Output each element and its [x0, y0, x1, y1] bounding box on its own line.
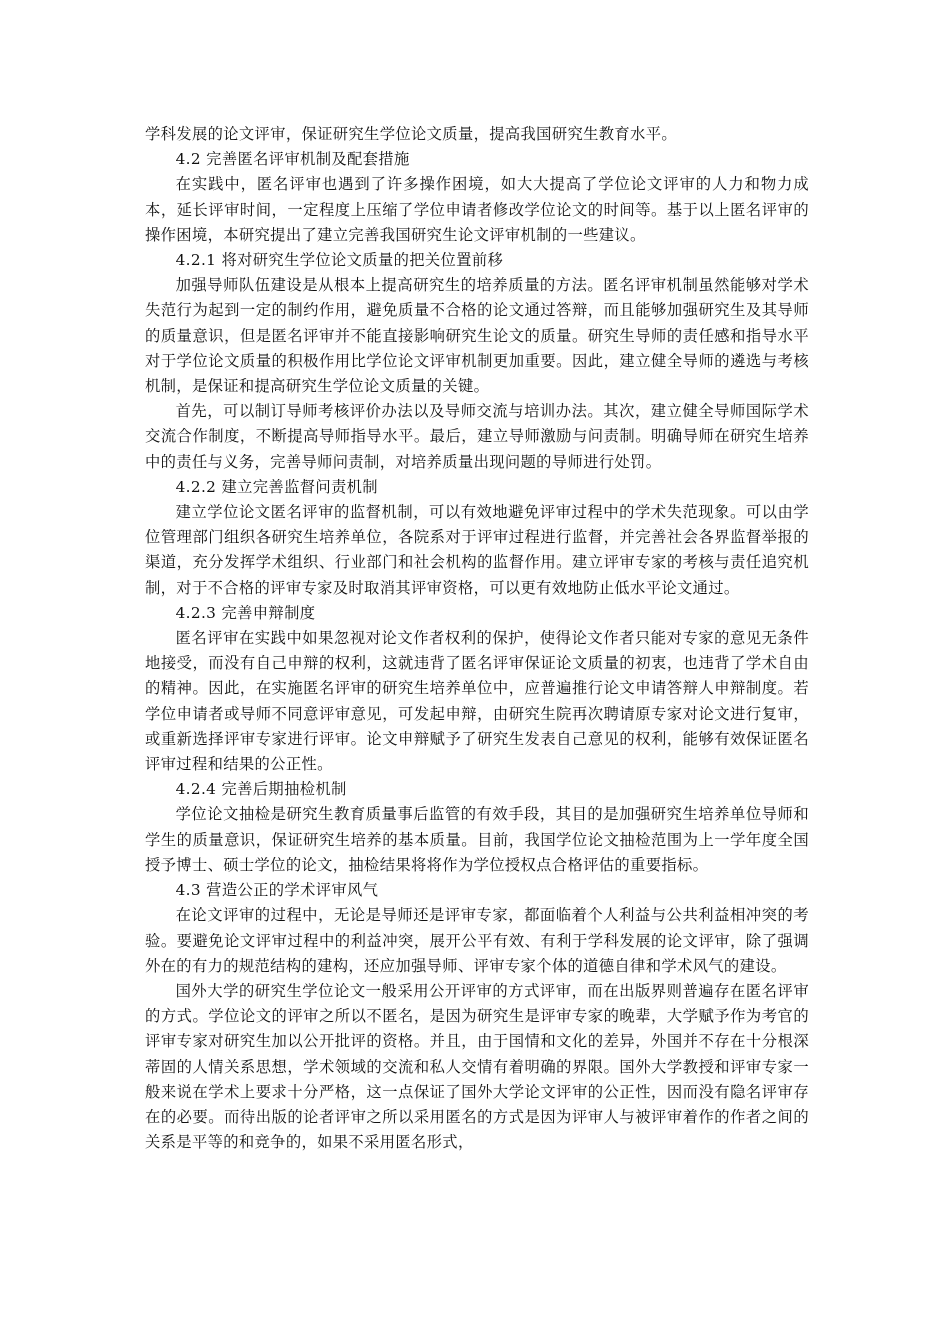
section-heading-4-2-2: 4.2.2 建立完善监督问责机制 — [175, 477, 378, 496]
section-heading-4-2: 4.2 完善匿名评审机制及配套措施 — [175, 150, 410, 169]
section-heading-4-2-3: 4.2.3 完善申辩制度 — [175, 603, 316, 622]
paragraph: 建立学位论文匿名评审的监督机制，可以有效地避免评审过程中的学术失范现象。可以由学位管理部门组织各研究生培养单位，各院系对于评审过程进行监督，并完善社会各界监督举报的渠道，充分发挥学术组织、行业部门和社会机构的监督作用。建立评审专家的考核与责任追究机制，对于不合格的评审专家及时取消其评审资格，可以更有效地防止低水平论文通过。 — [145, 503, 809, 597]
section-heading-4-2-4: 4.2.4 完善后期抽检机制 — [175, 780, 347, 799]
section-heading-4-3: 4.3 营造公正的学术评审风气 — [175, 881, 379, 900]
section-heading-4-2-1: 4.2.1 将对研究生学位论文质量的把关位置前移 — [175, 251, 504, 270]
paragraph: 加强导师队伍建设是从根本上提高研究生的培养质量的方法。匿名评审机制虽然能够对学术失范行为起到一定的制约作用，避免质量不合格的论文通过答辩，而且能够加强研究生及其导师的质量意识，但是匿名评审并不能直接影响研究生论文的质量。研究生导师的责任感和指导水平对于学位论文质量的积极作用比学位论文评审机制更加重要。因此，建立健全导师的遴选与考核机制，是保证和提高研究生学位论文质量的关键。 — [145, 276, 809, 396]
document-page — [145, 122, 809, 1155]
paragraph: 国外大学的研究生学位论文一般采用公开评审的方式评审，而在出版界则普遍存在匿名评审的方式。学位论文的评审之所以不匿名，是因为研究生是评审专家的晚辈，大学赋予作为考官的评审专家对研究生加以公开批评的资格。并且，由于国情和文化的差异，外国并不存在十分根深蒂固的人情关系思想，学术领域的交流和私人交情有着明确的界限。国外大学教授和评审专家一般来说在学术上要求十分严格，这一点保证了国外大学论文评审的公正性，因而没有隐名评审存在的必要。而待出版的论者评审之所以采用匿名的方式是因为评审人与被评审着作的作者之间的关系是平等的和竞争的，如果不采用匿名形式， — [145, 981, 809, 1152]
paragraph: 匿名评审在实践中如果忽视对论文作者权利的保护，使得论文作者只能对专家的意见无条件地接受，而没有自己申辩的权利，这就违背了匿名评审保证论文质量的初衷，也违背了学术自由的精神。因此，在实施匿名评审的研究生培养单位中，应普遍推行论文申请答辩人申辩制度。若学位申请者或导师不同意评审意见，可发起申辩，由研究生院再次聘请原专家对论文进行复审，或重新选择评审专家进行评审。论文申辩赋予了研究生发表自己意见的权利，能够有效保证匿名评审过程和结果的公正性。 — [145, 629, 809, 774]
paragraph: 在论文评审的过程中，无论是导师还是评审专家，都面临着个人利益与公共利益相冲突的考验。要避免论文评审过程中的利益冲突，展开公平有效、有利于学科发展的论文评审，除了强调外在的有力的规范结构的建构，还应加强导师、评审专家个体的道德自律和学术风气的建设。 — [145, 906, 809, 975]
paragraph: 首先，可以制订导师考核评价办法以及导师交流与培训办法。其次，建立健全导师国际学术交流合作制度，不断提高导师指导水平。最后，建立导师激励与问责制。明确导师在研究生培养中的责任与义务，完善导师问责制，对培养质量出现问题的导师进行处罚。 — [145, 402, 809, 471]
paragraph: 在实践中，匿名评审也遇到了许多操作困境，如大大提高了学位论文评审的人力和物力成本，延长评审时间，一定程度上压缩了学位申请者修改学位论文的时间等。基于以上匿名评审的操作困境，本研究提出了建立完善我国研究生论文评审机制的一些建议。 — [145, 175, 809, 244]
paragraph: 学科发展的论文评审，保证研究生学位论文质量，提高我国研究生教育水平。 — [145, 125, 677, 143]
paragraph: 学位论文抽检是研究生教育质量事后监管的有效手段，其目的是加强研究生培养单位导师和学生的质量意识，保证研究生培养的基本质量。目前，我国学位论文抽检范围为上一学年度全国授予博士、硕士学位的论文，抽检结果将将作为学位授权点合格评估的重要指标。 — [145, 805, 809, 874]
